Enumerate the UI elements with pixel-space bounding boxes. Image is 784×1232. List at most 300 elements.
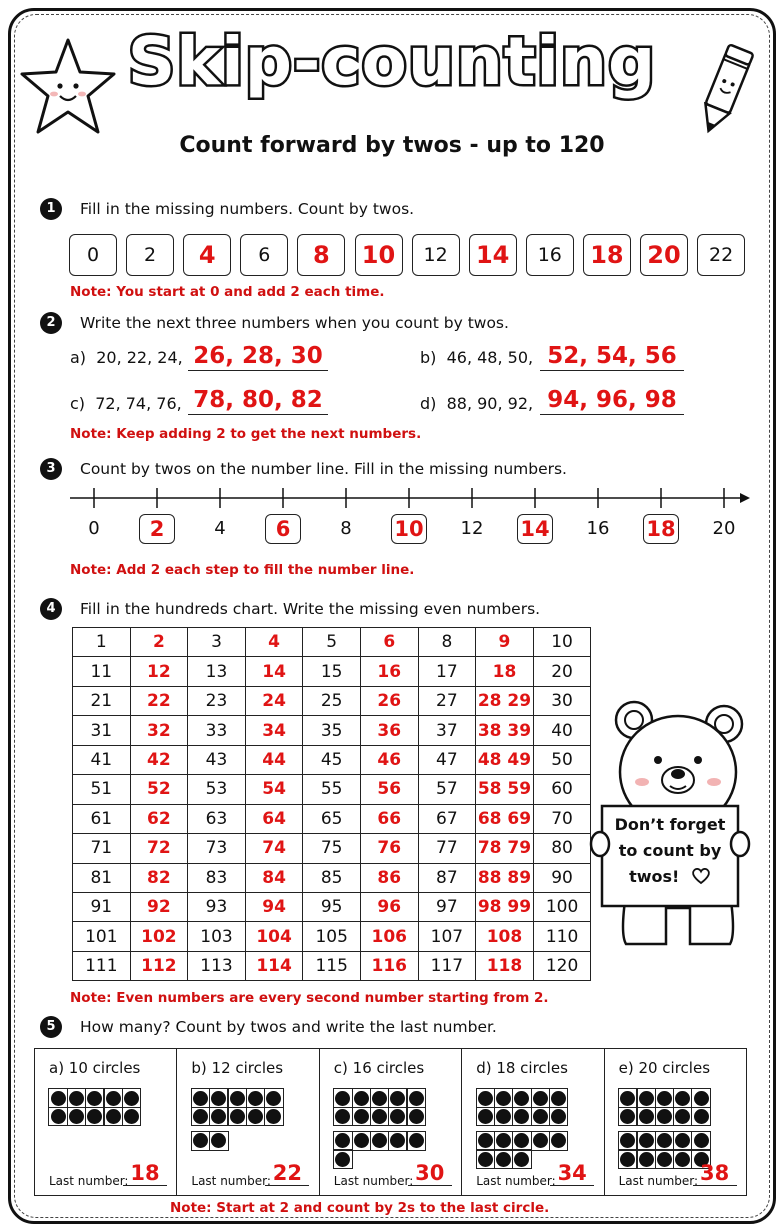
panel-title: c) 16 circles	[333, 1059, 425, 1077]
q2-answer-b[interactable]: 52, 54, 56	[540, 342, 684, 371]
dot-cell	[264, 1107, 284, 1127]
dot-cell	[352, 1131, 372, 1151]
dot-cell	[209, 1131, 229, 1151]
dot-cell	[388, 1107, 408, 1127]
chart-cell: 120	[533, 951, 591, 980]
chart-answer-cell[interactable]: 96	[360, 892, 418, 921]
chart-cell: 83	[188, 863, 246, 892]
panel-title: a) 10 circles	[49, 1059, 141, 1077]
circle-dot	[657, 1133, 672, 1148]
chart-cell: 60	[533, 775, 591, 804]
dot-cell	[655, 1107, 675, 1127]
chart-cell: 47	[418, 745, 476, 774]
chart-answer-cell[interactable]: 28 29	[476, 686, 534, 715]
dot-cell	[352, 1107, 372, 1127]
dot-row	[619, 1132, 711, 1150]
number-line-label: 20	[712, 518, 736, 539]
chart-cell: 33	[188, 716, 246, 745]
chart-cell: 53	[188, 775, 246, 804]
dot-cell	[370, 1088, 390, 1108]
chart-answer-cell[interactable]: 108	[476, 922, 534, 951]
circle-dot	[514, 1152, 529, 1167]
chart-answer-cell[interactable]: 12	[130, 657, 188, 686]
page-subtitle: Count forward by twos - up to 120	[179, 133, 605, 158]
chart-cell: 20	[533, 657, 591, 686]
circle-dot	[694, 1091, 709, 1106]
dot-cell	[333, 1149, 353, 1169]
chart-answer-cell[interactable]: 74	[245, 834, 303, 863]
chart-cell: 85	[303, 863, 361, 892]
q1-number-box: 0	[69, 234, 117, 276]
q2-item-given: 46, 48, 50,	[446, 348, 534, 367]
chart-cell: 51	[73, 775, 131, 804]
dot-cell	[618, 1149, 638, 1169]
circle-dot	[496, 1091, 511, 1106]
chart-row	[73, 686, 591, 715]
circle-dot	[409, 1109, 424, 1124]
chart-answer-cell[interactable]: 22	[130, 686, 188, 715]
circle-dot	[266, 1091, 281, 1106]
dot-cell	[476, 1088, 496, 1108]
chart-answer-cell[interactable]: 48 49	[476, 745, 534, 774]
dot-cell	[476, 1107, 496, 1127]
chart-answer-cell[interactable]: 64	[245, 804, 303, 833]
dot-cell	[191, 1131, 211, 1151]
dot-cell	[531, 1088, 551, 1108]
circle-dot	[335, 1091, 350, 1106]
circle-dot	[193, 1091, 208, 1106]
number-line-label: 8	[340, 518, 352, 539]
dot-grid	[334, 1089, 426, 1168]
chart-cell: 70	[533, 804, 591, 833]
dot-cell	[122, 1088, 142, 1108]
chart-answer-cell[interactable]: 114	[245, 951, 303, 980]
chart-answer-cell[interactable]: 52	[130, 775, 188, 804]
last-number-label: Last number:	[191, 1174, 271, 1188]
dot-cell	[673, 1149, 693, 1169]
chart-row	[73, 863, 591, 892]
chart-cell: 75	[303, 834, 361, 863]
circle-dot	[51, 1109, 66, 1124]
dot-cell	[549, 1131, 569, 1151]
dot-row	[619, 1089, 711, 1107]
chart-row	[73, 745, 591, 774]
number-line-answer-box[interactable]: 10	[391, 514, 427, 544]
dot-row	[476, 1089, 568, 1107]
circle-dot	[657, 1152, 672, 1167]
heart-icon	[691, 867, 711, 885]
dot-cell	[103, 1107, 123, 1127]
bear-sign-line: twos!	[600, 864, 740, 890]
question-1-text: Fill in the missing numbers. Count by twos.	[80, 200, 415, 218]
circle-dot	[69, 1109, 84, 1124]
q2-item-given: 88, 90, 92,	[446, 394, 534, 413]
question-number-5: 5	[40, 1016, 62, 1038]
q2-answer-d[interactable]: 94, 96, 98	[540, 386, 684, 415]
circle-dot	[390, 1109, 405, 1124]
last-number-answer[interactable]: 22	[265, 1161, 309, 1186]
chart-answer-cell[interactable]: 38 39	[476, 716, 534, 745]
chart-answer-cell[interactable]: 62	[130, 804, 188, 833]
dot-cell	[191, 1088, 211, 1108]
last-number-answer[interactable]: 30	[408, 1161, 452, 1186]
dot-cell	[122, 1107, 142, 1127]
chart-cell: 10	[533, 628, 591, 657]
circle-dot	[335, 1109, 350, 1124]
chart-row	[73, 951, 591, 980]
chart-answer-cell[interactable]: 34	[245, 716, 303, 745]
chart-row	[73, 892, 591, 921]
q1-answer-box[interactable]: 4	[183, 234, 231, 276]
q1-answer-box[interactable]: 20	[640, 234, 688, 276]
circle-dot	[372, 1133, 387, 1148]
dot-cell	[406, 1131, 426, 1151]
q2-answer-a[interactable]: 26, 28, 30	[188, 342, 328, 371]
chart-cell: 101	[73, 922, 131, 951]
circle-dot	[230, 1109, 245, 1124]
circle-dot	[533, 1109, 548, 1124]
chart-answer-cell[interactable]: 9	[476, 628, 534, 657]
dot-cell	[370, 1107, 390, 1127]
dot-cell	[48, 1107, 68, 1127]
dot-cell	[618, 1088, 638, 1108]
circle-dot	[248, 1109, 263, 1124]
q2-item-c	[70, 394, 182, 413]
last-number-label: Last number:	[618, 1174, 699, 1188]
chart-cell: 67	[418, 804, 476, 833]
chart-cell: 15	[303, 657, 361, 686]
circle-dot	[478, 1152, 493, 1167]
chart-cell: 50	[533, 745, 591, 774]
circle-dot	[372, 1091, 387, 1106]
dot-cell	[494, 1131, 514, 1151]
chart-cell: 25	[303, 686, 361, 715]
chart-row	[73, 922, 591, 951]
dot-cell	[227, 1107, 247, 1127]
chart-answer-cell[interactable]: 116	[360, 951, 418, 980]
chart-answer-cell[interactable]: 66	[360, 804, 418, 833]
chart-cell: 13	[188, 657, 246, 686]
dot-cell	[636, 1088, 656, 1108]
dot-cell	[673, 1131, 693, 1151]
question-number-4: 4	[40, 598, 62, 620]
chart-answer-cell[interactable]: 14	[245, 657, 303, 686]
dot-cell	[691, 1088, 711, 1108]
dot-row	[191, 1132, 283, 1150]
circle-dot	[124, 1091, 139, 1106]
circle-dot	[211, 1133, 226, 1148]
circle-panel	[176, 1048, 319, 1196]
dot-row	[49, 1089, 141, 1107]
dot-cell	[67, 1107, 87, 1127]
dot-cell	[476, 1149, 496, 1169]
chart-row	[73, 628, 591, 657]
circle-dot	[124, 1109, 139, 1124]
chart-cell: 73	[188, 834, 246, 863]
circle-dot	[639, 1152, 654, 1167]
q1-number-box: 16	[526, 234, 574, 276]
chart-cell: 17	[418, 657, 476, 686]
circle-dot	[496, 1152, 511, 1167]
circle-dot	[620, 1152, 635, 1167]
dot-cell	[67, 1088, 87, 1108]
last-number-answer[interactable]: 34	[550, 1161, 594, 1186]
chart-answer-cell[interactable]: 16	[360, 657, 418, 686]
chart-row	[73, 775, 591, 804]
page-title: Skip-counting	[127, 23, 657, 100]
circle-panel	[34, 1048, 177, 1196]
chart-cell: 3	[188, 628, 246, 657]
q2-item-label: d)	[420, 394, 437, 413]
dot-cell	[673, 1088, 693, 1108]
panel-title: e) 20 circles	[618, 1059, 711, 1077]
chart-answer-cell[interactable]: 54	[245, 775, 303, 804]
dot-cell	[48, 1088, 68, 1108]
chart-cell: 57	[418, 775, 476, 804]
number-line-answer-box[interactable]: 6	[265, 514, 301, 544]
chart-answer-cell[interactable]: 4	[245, 628, 303, 657]
last-number-answer[interactable]: 18	[123, 1161, 167, 1186]
number-line-answer-box[interactable]: 2	[139, 514, 175, 544]
question-number-1: 1	[40, 198, 62, 220]
dot-row	[334, 1132, 426, 1150]
chart-answer-cell[interactable]: 6	[360, 628, 418, 657]
circle-dot	[69, 1091, 84, 1106]
dot-cell	[246, 1088, 266, 1108]
dot-cell	[333, 1107, 353, 1127]
question-4-text: Fill in the hundreds chart. Write the missing even numbers.	[80, 600, 541, 618]
chart-cell: 100	[533, 892, 591, 921]
dot-cell	[388, 1088, 408, 1108]
q3-note: Note: Add 2 each step to fill the number line.	[70, 562, 415, 578]
q1-number-box: 12	[412, 234, 460, 276]
question-2-text: Write the next three numbers when you count by twos.	[80, 314, 509, 332]
chart-cell: 55	[303, 775, 361, 804]
circle-dot	[211, 1109, 226, 1124]
dot-cell	[655, 1131, 675, 1151]
circle-dot	[390, 1133, 405, 1148]
chart-cell: 37	[418, 716, 476, 745]
q2-item-given: 72, 74, 76,	[95, 394, 182, 413]
chart-cell: 97	[418, 892, 476, 921]
chart-cell: 31	[73, 716, 131, 745]
hundreds-chart	[72, 627, 591, 981]
chart-row	[73, 657, 591, 686]
question-number-2: 2	[40, 312, 62, 334]
panel-title: d) 18 circles	[476, 1059, 568, 1077]
chart-answer-cell[interactable]: 36	[360, 716, 418, 745]
dot-cell	[209, 1107, 229, 1127]
circle-dot	[193, 1109, 208, 1124]
chart-answer-cell[interactable]: 118	[476, 951, 534, 980]
q1-number-box: 6	[240, 234, 288, 276]
circle-dot	[514, 1091, 529, 1106]
circle-dot	[551, 1133, 566, 1148]
dot-row	[334, 1107, 426, 1125]
dot-cell	[655, 1088, 675, 1108]
q2-item-a	[70, 348, 183, 367]
chart-answer-cell[interactable]: 46	[360, 745, 418, 774]
chart-answer-cell[interactable]: 32	[130, 716, 188, 745]
chart-cell: 43	[188, 745, 246, 774]
circle-dot	[230, 1091, 245, 1106]
circle-dot	[657, 1109, 672, 1124]
chart-cell: 115	[303, 951, 361, 980]
chart-cell: 111	[73, 951, 131, 980]
q1-answer-box[interactable]: 14	[469, 234, 517, 276]
bear-sign-line: Don’t forget	[614, 815, 726, 834]
circle-dot	[478, 1133, 493, 1148]
chart-answer-cell[interactable]: 44	[245, 745, 303, 774]
chart-answer-cell[interactable]: 112	[130, 951, 188, 980]
chart-answer-cell[interactable]: 58 59	[476, 775, 534, 804]
q2-item-given: 20, 22, 24,	[96, 348, 183, 367]
circle-dot	[354, 1091, 369, 1106]
chart-answer-cell[interactable]: 42	[130, 745, 188, 774]
circle-dot	[354, 1109, 369, 1124]
circle-dot	[335, 1133, 350, 1148]
panel-title: b) 12 circles	[191, 1059, 284, 1077]
chart-cell: 90	[533, 863, 591, 892]
dot-grid	[49, 1089, 141, 1126]
circle-dot	[106, 1091, 121, 1106]
chart-answer-cell[interactable]: 104	[245, 922, 303, 951]
circle-dot	[496, 1133, 511, 1148]
chart-cell: 11	[73, 657, 131, 686]
chart-cell: 65	[303, 804, 361, 833]
dot-cell	[85, 1107, 105, 1127]
dot-cell	[352, 1088, 372, 1108]
chart-answer-cell[interactable]: 78 79	[476, 834, 534, 863]
chart-answer-cell[interactable]: 56	[360, 775, 418, 804]
number-line-answer-box[interactable]: 14	[517, 514, 553, 544]
q1-number-box: 22	[697, 234, 745, 276]
chart-answer-cell[interactable]: 24	[245, 686, 303, 715]
chart-answer-cell[interactable]: 68 69	[476, 804, 534, 833]
chart-cell: 110	[533, 922, 591, 951]
number-line-answer-box[interactable]: 18	[643, 514, 679, 544]
dot-cell	[333, 1131, 353, 1151]
dot-cell	[636, 1107, 656, 1127]
chart-answer-cell[interactable]: 26	[360, 686, 418, 715]
circle-dot	[87, 1091, 102, 1106]
chart-cell: 81	[73, 863, 131, 892]
dot-cell	[655, 1149, 675, 1169]
number-line-label: 12	[460, 518, 484, 539]
circle-dot	[248, 1091, 263, 1106]
chart-cell: 103	[188, 922, 246, 951]
q1-answer-box[interactable]: 18	[583, 234, 631, 276]
circle-panel	[604, 1048, 747, 1196]
chart-cell: 93	[188, 892, 246, 921]
chart-answer-cell[interactable]: 98 99	[476, 892, 534, 921]
chart-answer-cell[interactable]: 88 89	[476, 863, 534, 892]
dot-cell	[333, 1088, 353, 1108]
circle-dot	[675, 1133, 690, 1148]
dot-cell	[673, 1107, 693, 1127]
circle-dot	[620, 1133, 635, 1148]
circle-dot	[657, 1091, 672, 1106]
circle-dot	[694, 1109, 709, 1124]
chart-cell: 41	[73, 745, 131, 774]
dot-cell	[388, 1131, 408, 1151]
chart-cell: 1	[73, 628, 131, 657]
q1-note: Note: You start at 0 and add 2 each time.	[70, 284, 385, 300]
dot-row	[619, 1107, 711, 1125]
chart-answer-cell[interactable]: 84	[245, 863, 303, 892]
dot-grid	[191, 1089, 283, 1150]
circle-dot	[106, 1109, 121, 1124]
chart-cell: 71	[73, 834, 131, 863]
chart-cell: 35	[303, 716, 361, 745]
q2-item-label: c)	[70, 394, 86, 413]
q2-answer-c[interactable]: 78, 80, 82	[188, 386, 328, 415]
chart-answer-cell[interactable]: 94	[245, 892, 303, 921]
chart-cell: 117	[418, 951, 476, 980]
chart-answer-cell[interactable]: 82	[130, 863, 188, 892]
circle-dot	[372, 1109, 387, 1124]
q2-item-b	[420, 348, 533, 367]
dot-cell	[494, 1149, 514, 1169]
circle-dot	[354, 1133, 369, 1148]
chart-answer-cell[interactable]: 72	[130, 834, 188, 863]
chart-answer-cell[interactable]: 86	[360, 863, 418, 892]
chart-cell: 105	[303, 922, 361, 951]
q2-item-label: a)	[70, 348, 87, 367]
question-5-text: How many? Count by twos and write the last number.	[80, 1018, 497, 1036]
chart-answer-cell[interactable]: 18	[476, 657, 534, 686]
circle-dot	[514, 1133, 529, 1148]
chart-answer-cell[interactable]: 2	[130, 628, 188, 657]
chart-answer-cell[interactable]: 76	[360, 834, 418, 863]
circle-dot	[478, 1091, 493, 1106]
chart-answer-cell[interactable]: 92	[130, 892, 188, 921]
chart-cell: 95	[303, 892, 361, 921]
circle-dot	[193, 1133, 208, 1148]
circle-dot	[390, 1091, 405, 1106]
circle-dot	[620, 1109, 635, 1124]
circle-dot	[694, 1133, 709, 1148]
dot-row	[191, 1107, 283, 1125]
dot-cell	[531, 1107, 551, 1127]
dot-cell	[406, 1107, 426, 1127]
dot-cell	[512, 1131, 532, 1151]
chart-cell: 5	[303, 628, 361, 657]
circle-dot	[675, 1109, 690, 1124]
dot-cell	[227, 1088, 247, 1108]
last-number-label: Last number:	[476, 1174, 556, 1188]
q1-number-box: 2	[126, 234, 174, 276]
q1-answer-box[interactable]: 10	[355, 234, 403, 276]
circle-dot	[533, 1091, 548, 1106]
chart-cell: 63	[188, 804, 246, 833]
dot-cell	[246, 1107, 266, 1127]
chart-answer-cell[interactable]: 106	[360, 922, 418, 951]
chart-cell: 61	[73, 804, 131, 833]
chart-cell: 23	[188, 686, 246, 715]
dot-cell	[691, 1131, 711, 1151]
chart-answer-cell[interactable]: 102	[130, 922, 188, 951]
last-number-answer[interactable]: 38	[693, 1161, 737, 1186]
chart-cell: 113	[188, 951, 246, 980]
dot-cell	[103, 1088, 123, 1108]
number-line	[60, 484, 760, 514]
last-number-label: Last number:	[49, 1174, 129, 1188]
q2-item-label: b)	[420, 348, 437, 367]
dot-cell	[691, 1107, 711, 1127]
circle-dot	[514, 1109, 529, 1124]
q1-answer-box[interactable]: 8	[297, 234, 345, 276]
